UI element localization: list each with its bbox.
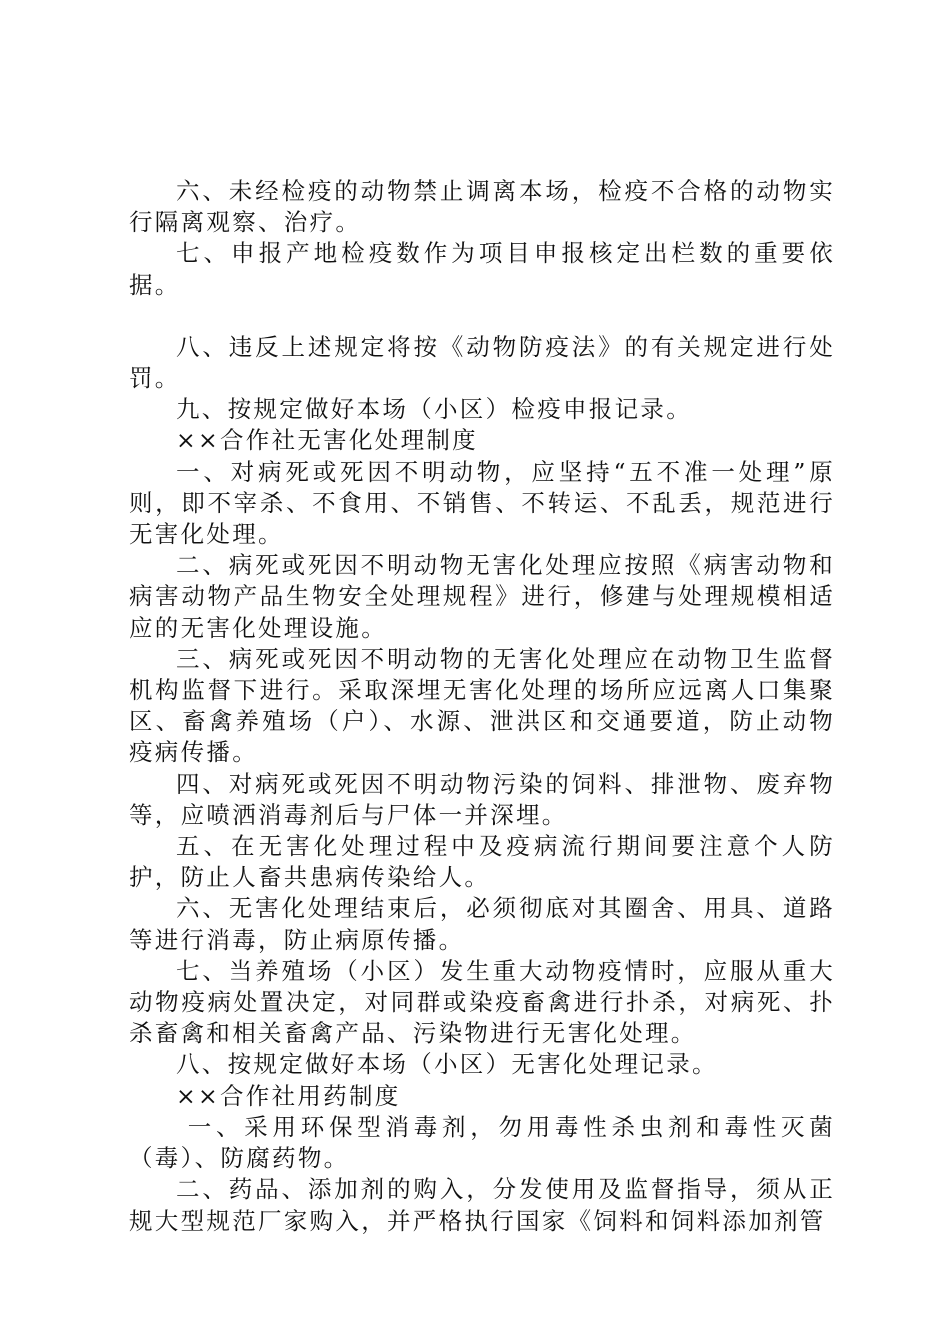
paragraph: 九、按规定做好本场（小区）检疫申报记录。 [176, 395, 692, 424]
paragraph: 二、药品、添加剂的购入，分发使用及监督指导，须从正规大型规范厂家购入，并严格执行国家《饲料和饲料添加剂管 [129, 1175, 835, 1235]
paragraph: 二、病死或死因不明动物无害化处理应按照《病害动物和病害动物产品生物安全处理规程》进行，修建与处理规模相适应的无害化处理设施。 [129, 551, 835, 642]
paragraph: 六、未经检疫的动物禁止调离本场，检疫不合格的动物实行隔离观察、治疗。 [129, 177, 835, 237]
blank-line [129, 301, 835, 332]
paragraph: 一、采用环保型消毒剂，勿用毒性杀虫剂和毒性灭菌（毒）、防腐药物。 [129, 1112, 835, 1173]
paragraph: 八、违反上述规定将按《动物防疫法》的有关规定进行处罚。 [129, 332, 835, 393]
section-heading: ××合作社无害化处理制度 [176, 426, 478, 455]
paragraph: 五、在无害化处理过程中及疫病流行期间要注意个人防护，防止人畜共患病传染给人。 [129, 832, 835, 892]
paragraph: 八、按规定做好本场（小区）无害化处理记录。 [176, 1050, 718, 1079]
section-heading: ××合作社用药制度 [176, 1081, 401, 1110]
paragraph: 一、对病死或死因不明动物，应坚持“五不准一处理”原则，即不宰杀、不食用、不销售、不转运、不乱丢，规范进行无害化处理。 [129, 457, 835, 549]
paragraph: 三、病死或死因不明动物的无害化处理应在动物卫生监督机构监督下进行。采取深埋无害化处理的场所应远离人口集聚区、畜禽养殖场（户）、水源、泄洪区和交通要道，防止动物疫病传播。 [129, 644, 835, 767]
paragraph: 七、申报产地检疫数作为项目申报核定出栏数的重要依据。 [129, 239, 835, 299]
paragraph: 四、对病死或死因不明动物污染的饲料、排泄物、废弃物等，应喷洒消毒剂后与尸体一并深埋。 [129, 769, 835, 829]
document-body [129, 176, 835, 1237]
paragraph: 六、无害化处理结束后，必须彻底对其圈舍、用具、道路等进行消毒，防止病原传播。 [129, 894, 835, 954]
paragraph: 七、当养殖场（小区）发生重大动物疫情时，应服从重大动物疫病处置决定，对同群或染疫畜禽进行扑杀，对病死、扑杀畜禽和相关畜禽产品、污染物进行无害化处理。 [129, 956, 835, 1048]
